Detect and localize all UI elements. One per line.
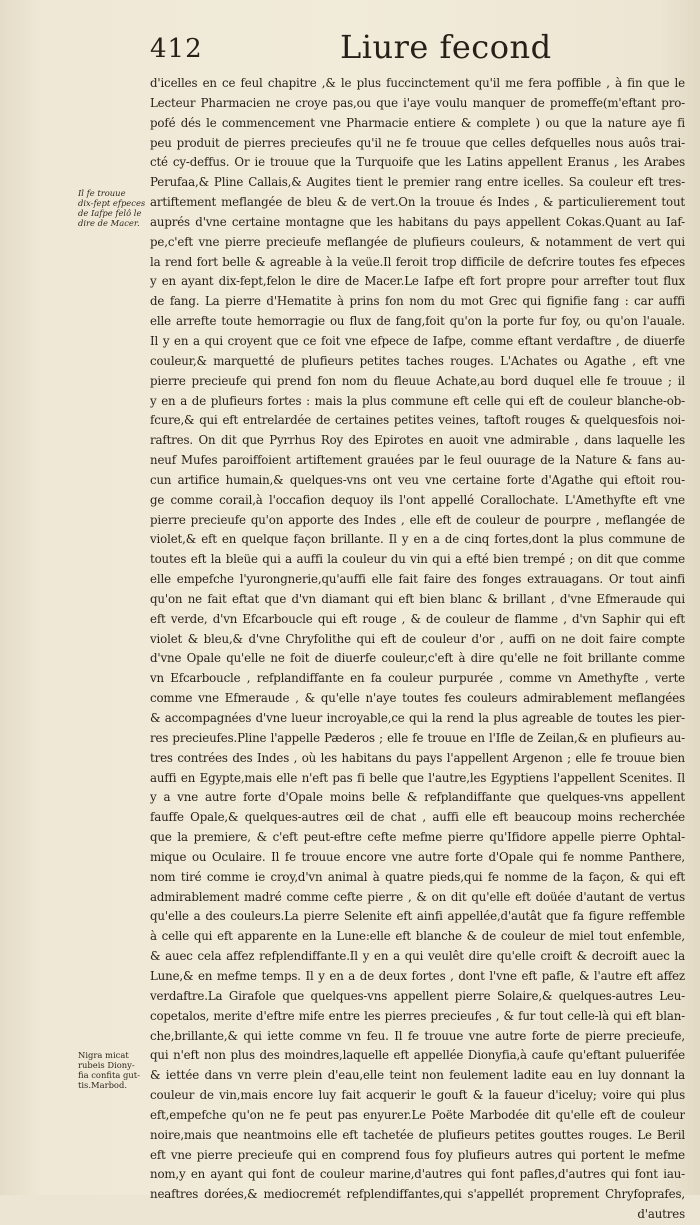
text-line: & accompagnées d'vne lueur incroyable,ce qui la rend la plus agreable de toutes les pier- — [150, 711, 685, 725]
margin-note-line: dix-fept efpeces — [78, 198, 146, 208]
text-line: toutes eft la bleüe qui a auffi la couleur du vin qui a efté bien trempé ; on dit que comme — [150, 552, 685, 567]
text-line: auprés d'vne certaine montagne que les habitans du pays appellent Cokas.Quant au Iaf- — [150, 214, 685, 229]
text-line: auffi en Egypte,mais elle n'eft pas fi belle que l'autre,les Egyptiens l'appellent Scenites. Il — [150, 770, 685, 785]
text-line: pierre precieufe qu'on apporte des Indes , elle eft de couleur de pourpre , meflangée de — [150, 512, 685, 527]
running-title: Liure fecond — [340, 28, 552, 66]
text-line: res precieufes.Pline l'appelle Pæderos ; elle fe trouue en l'Ifle de Zeilan,& en plufieurs au- — [150, 730, 685, 745]
text-line: verdaftre.La Girafole que quelques-vns appellent pierre Solaire,& quelques-autres Leu- — [150, 988, 685, 1003]
text-line: couleur,& marquetté de plufieurs petites taches rouges. L'Achates ou Agathe , eft vne — [150, 353, 685, 368]
text-line: y a vne autre forte d'Opale moins belle & refplandiffante que quelques-vns appellent — [150, 790, 685, 805]
catchword: d'autres — [637, 1207, 685, 1222]
text-line: y en a de plufieurs fortes : mais la plus commune eft celle qui eft de couleur blanche-ob- — [150, 393, 685, 408]
text-line: vn Efcarboucle , refplandiffante en fa couleur purpurée , comme vn Amethyfte , verte — [150, 671, 685, 686]
page-number: 412 — [150, 34, 203, 64]
text-line: à celle qui eft apparente en la Lune:elle eft blanche & de couleur de miel tout enfemble, — [150, 929, 685, 944]
text-line: d'vne Opale qu'elle ne foit de diuerfe couleur,c'eft à dire qu'elle ne foit brillante comme — [150, 651, 685, 666]
text-line: peu produit de pierres precieufes qu'il ne fe trouue que celles defquelles nous auôs trai- — [150, 135, 685, 150]
text-line: la rend fort belle & agreable à la veüe.Il feroit trop difficile de defcrire toutes fes efpeces — [150, 254, 685, 269]
text-line: qu'on ne fait eftat que d'vn diamant qui eft bien blanc & brillant , d'vne Efmeraude qui — [150, 591, 685, 606]
text-line: pierre precieufe qui prend fon nom du fleuue Achate,au bord duquel elle fe trouue ; il — [150, 373, 685, 388]
text-line: fauffe Opale,& quelques-autres œil de chat , auffi elle eft beaucoup moins recherchée — [150, 810, 685, 825]
text-line: copetalos, merite d'eftre mife entre les pierres precieufes , & fur tout celle-là qui eft blan- — [150, 1008, 685, 1023]
text-line: violet & bleu,& d'vne Chryfolithe qui eft de couleur d'or , auffi on ne doit faire compte — [150, 631, 685, 646]
text-line: pe,c'eft vne pierre precieufe meflangée de plufieurs couleurs, & notamment de vert qui — [150, 234, 685, 249]
margin-note-line: dire de Macer. — [78, 218, 140, 228]
margin-note-jaspe — [78, 188, 148, 228]
margin-note-marbod — [78, 1050, 148, 1090]
text-line: noire,mais que neantmoins elle eft tachetée de plufieurs petites gouttes rouges. Le Beril — [150, 1127, 685, 1142]
text-line: nom,y en ayant qui font de couleur marine,d'autres qui font pafles,d'autres qui font iau- — [150, 1167, 685, 1182]
text-line: & auec cela affez refplendiffante.Il y en a qui veulêt dire qu'elle croift & decroift auec la — [150, 949, 685, 964]
text-line: Il y en a qui croyent que ce foit vne efpece de Iafpe, comme eftant verdaftre , de diuerfe — [150, 333, 685, 348]
text-line: Lecteur Pharmacien ne croye pas,ou que i'aye voulu manquer de promeffe(m'eftant pro- — [150, 95, 685, 110]
text-line: che,brillante,& qui iette comme vn feu. Il fe trouue vne autre forte de pierre precieufe, — [150, 1028, 685, 1043]
text-line: pofé dés le commencement vne Pharmacie entiere & complete ) ou que la nature aye fi — [150, 115, 685, 130]
text-line: neaftres dorées,& mediocremét refplendiffantes,qui s'appellét proprement Chryfoprafes, — [150, 1187, 685, 1202]
margin-note-line: tis.Marbod. — [78, 1080, 128, 1090]
text-line: eft verde, d'vn Efcarboucle qui eft rouge , & de couleur de flamme , d'vn Saphir qui eft — [150, 611, 685, 626]
margin-note-line: fia confita gut- — [78, 1070, 140, 1080]
text-line: fcure,& qui eft entrelardée de certaines petites veines, taftoft rouges & quelquesfois noi- — [150, 413, 685, 428]
body-text — [150, 74, 685, 1225]
text-line: neuf Mufes paroiffoient artiftement grauées par le feul ouurage de la Nature & fans au- — [150, 453, 685, 468]
text-line: admirablement madré comme cefte pierre , & on dit qu'elle eft doüée d'autant de vertus — [150, 889, 685, 904]
text-line: raftres. On dit que Pyrrhus Roy des Epirotes en auoit vne admirable , dans laquelle les — [150, 433, 685, 448]
text-line: violet,& eft en quelque façon brillante. Il y en a de cinq fortes,dont la plus commune de — [150, 532, 685, 547]
text-line: y en ayant dix-fept,felon le dire de Macer.Le Iafpe eft fort propre pour arrefter tout flux — [150, 274, 685, 289]
text-line: couleur de vin,mais encore luy fait acquerir le gouft & la faueur d'iceluy; voire qui plus — [150, 1088, 685, 1103]
text-line: & iettée dans vn verre plein d'eau,elle teint non feulement ladite eau en luy donnant la — [150, 1068, 685, 1083]
text-line: Lune,& en mefme temps. Il y en a de deux fortes , dont l'vne eft pafle, & l'autre eft affez — [150, 968, 685, 983]
text-line: de fang. La pierre d'Hematite à prins fon nom du mot Grec qui fignifie fang : car auffi — [150, 294, 685, 309]
text-line: d'icelles en ce feul chapitre ,& le plus fuccinctement qu'il me fera poffible , à fin que le — [150, 76, 685, 90]
text-line: ge comme corail,à l'occafion dequoy ils l'ont appellé Corallochate. L'Amethyfte eft vne — [150, 492, 685, 507]
text-line: nom tiré comme ie croy,d'vn animal à quatre pieds,qui fe nomme de la façon, & qui eft — [150, 869, 685, 884]
text-line: qui n'eft non plus des moindres,laquelle eft appellée Dionyfia,à caufe qu'eftant puluerifée — [150, 1048, 685, 1063]
margin-note-line: Il fe trouue — [78, 188, 126, 198]
margin-note-line: rubeis Diony- — [78, 1060, 135, 1070]
text-line: elle arrefte toute hemorragie ou flux de fang,foit qu'on la porte fur foy, ou qu'on l'auale. — [150, 314, 685, 329]
text-line: artiftement meflangée de bleu & de vert.On la trouue és Indes , & particulierement tout — [150, 195, 685, 210]
text-line: qu'elle a des couleurs.La pierre Selenite eft ainfi appellée,d'autât que fa figure reffemble — [150, 909, 685, 924]
text-line: mique ou Oculaire. Il fe trouue encore vne autre forte d'Opale qui fe nomme Panthere, — [150, 849, 685, 864]
text-line: tres contrées des Indes , où les habitans du pays l'appellent Argenon ; elle fe trouue bien — [150, 750, 685, 765]
text-line: Perufaa,& Pline Callais,& Augites tient le premier rang entre icelles. Sa couleur eft tres- — [150, 175, 685, 190]
text-line: que la premiere, & c'eft peut-eftre cefte mefme pierre qu'Ifidore appelle pierre Ophtal- — [150, 830, 685, 845]
margin-note-line: de Iafpe felô le — [78, 208, 142, 218]
text-line: elle empefche l'yurongnerie,qu'auffi elle fait faire des fonges extrauagans. Or tout ainfi — [150, 572, 685, 587]
text-line: comme vne Efmeraude , & qu'elle n'aye toutes fes couleurs admirablement meflangées — [150, 691, 685, 706]
text-line: eft vne pierre precieufe qui en comprend fous foy plufieurs autres qui portent le mefme — [150, 1147, 685, 1162]
text-line: cté cy-deffus. Or ie trouue que la Turquoife que les Latins appellent Eranus , les Arabes — [150, 155, 685, 170]
margin-note-line: Nigra micat — [78, 1050, 129, 1060]
text-line: cun artifice humain,& quelques-vns ont veu vne certaine forte d'Agathe qui eftoit rou- — [150, 472, 685, 487]
page-header — [150, 28, 660, 68]
text-line: eft,empefche qu'on ne fe peut pas enyurer.Le Poëte Marbodée dit qu'elle eft de couleur — [150, 1107, 685, 1122]
